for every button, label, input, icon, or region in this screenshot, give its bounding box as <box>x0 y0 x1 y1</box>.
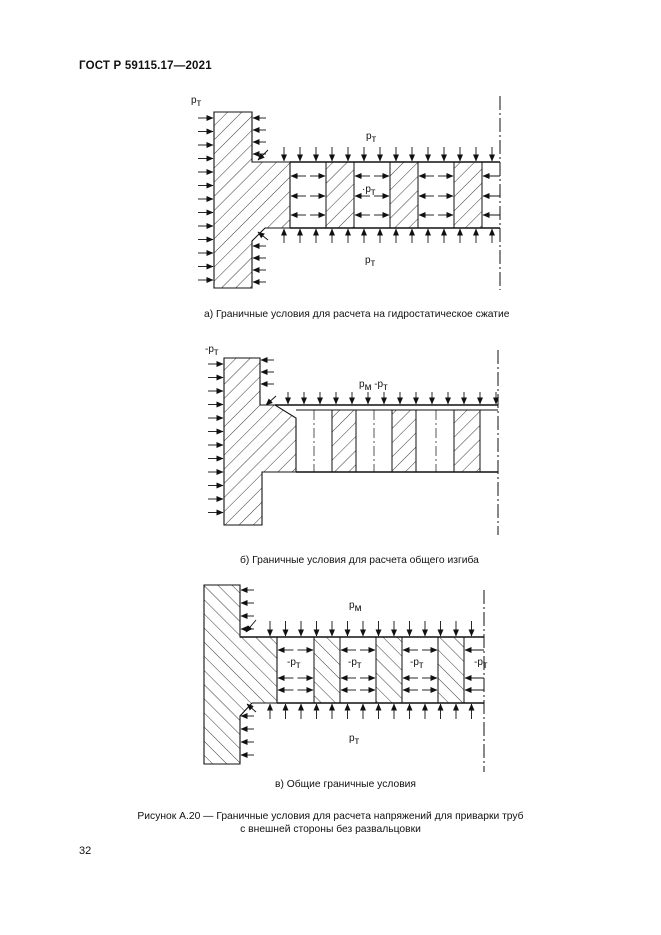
ligament <box>392 410 416 472</box>
ligament <box>454 410 480 472</box>
caption-a: а) Граничные условия для расчета на гидростатическое сжатие <box>204 309 510 320</box>
figure-caption-line-2: с внешней стороны без развальцовки <box>240 824 421 835</box>
caption-b: б) Граничные условия для расчета общего изгиба <box>240 555 479 566</box>
figure-b-drawing <box>205 344 498 535</box>
ligament <box>454 162 482 228</box>
pressure-arrow <box>246 620 256 632</box>
svg-text:-pт: -pт <box>474 657 488 671</box>
caption-c: в) Общие граничные условия <box>275 779 416 790</box>
svg-text:pт: pт <box>349 733 360 747</box>
figure-c-drawing <box>204 585 488 772</box>
page-number: 32 <box>79 845 92 857</box>
ligament <box>314 637 340 703</box>
ligament <box>326 162 354 228</box>
ligament <box>332 410 356 472</box>
figure-a-drawing <box>191 95 500 290</box>
svg-text:pм -pт: pм -pт <box>359 379 388 393</box>
pressure-arrow <box>258 150 268 160</box>
svg-text:pм: pм <box>349 600 362 614</box>
label-p-t-inner: ·pт <box>362 184 376 198</box>
svg-text:-pт: -pт <box>348 657 362 671</box>
tubesheet-b <box>224 358 296 525</box>
pressure-arrow <box>247 704 256 712</box>
pressure-arrow <box>266 396 276 405</box>
ligament <box>376 637 402 703</box>
figure-caption-line-1: Рисунок А.20 — Граничные условия для расчета напряжений для приварки труб <box>137 811 524 822</box>
tubesheet-c <box>204 585 277 764</box>
ligament <box>390 162 418 228</box>
tubesheet-a <box>214 112 290 288</box>
svg-text:pт: pт <box>366 131 377 145</box>
svg-text:-pт: -pт <box>205 344 219 358</box>
ligament <box>438 637 464 703</box>
svg-text:-pт: -pт <box>410 657 424 671</box>
label-p-t: pт <box>191 95 202 109</box>
svg-text:pт: pт <box>365 255 376 269</box>
pressure-arrow <box>258 232 268 240</box>
figure-caption <box>0 810 661 836</box>
document-header: ГОСТ Р 59115.17—2021 <box>79 60 212 72</box>
svg-text:-pт: -pт <box>287 657 301 671</box>
